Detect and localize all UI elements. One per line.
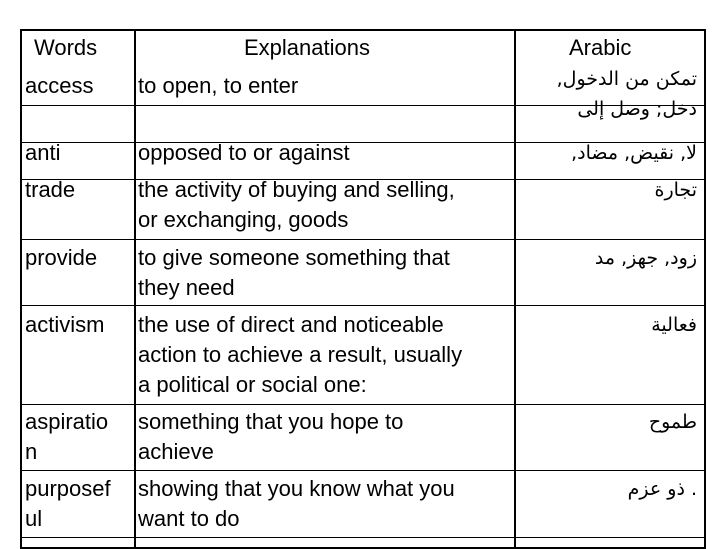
explanation-cell: something that you hope to achieve — [138, 409, 404, 464]
arabic-cell: فعالية — [651, 314, 697, 336]
word-cell: aspiratio n — [25, 409, 109, 464]
header-words: Words — [34, 35, 98, 60]
word-cell: trade — [25, 177, 76, 202]
explanation-cell: showing that you know what you want to do — [138, 476, 455, 531]
arabic-cell: . ذو عزم — [627, 478, 697, 500]
row-divider — [22, 305, 704, 306]
arabic-cell: تجارة — [654, 179, 697, 201]
header-explanations: Explanations — [244, 35, 370, 60]
arabic-cell: طموح — [648, 411, 697, 433]
explanation-cell: opposed to or against — [138, 140, 350, 165]
explanation-cell: the use of direct and noticeable action to achieve a result, usually a political or social one: — [138, 312, 463, 397]
explanation-cell: to give someone something that they need — [138, 245, 450, 300]
word-cell: provide — [25, 245, 98, 270]
row-divider — [22, 404, 704, 405]
arabic-cell: لا, نقيض, مضاد, — [571, 142, 697, 164]
word-cell: activism — [25, 312, 105, 337]
header-arabic: Arabic — [569, 35, 632, 60]
word-cell: access — [25, 73, 94, 98]
vocabulary-table — [20, 29, 706, 549]
explanation-cell: to open, to enter — [138, 73, 299, 98]
arabic-cell: تمكن من الدخول, دخل; وصل إلى — [556, 68, 697, 120]
row-divider — [22, 537, 704, 538]
explanation-cell: the activity of buying and selling, or exchanging, goods — [138, 177, 455, 232]
row-divider — [22, 470, 704, 471]
word-cell: purposef ul — [25, 476, 111, 531]
row-divider — [22, 239, 704, 240]
word-cell: anti — [25, 140, 61, 165]
arabic-cell: زود, جهز, مد — [594, 247, 697, 269]
